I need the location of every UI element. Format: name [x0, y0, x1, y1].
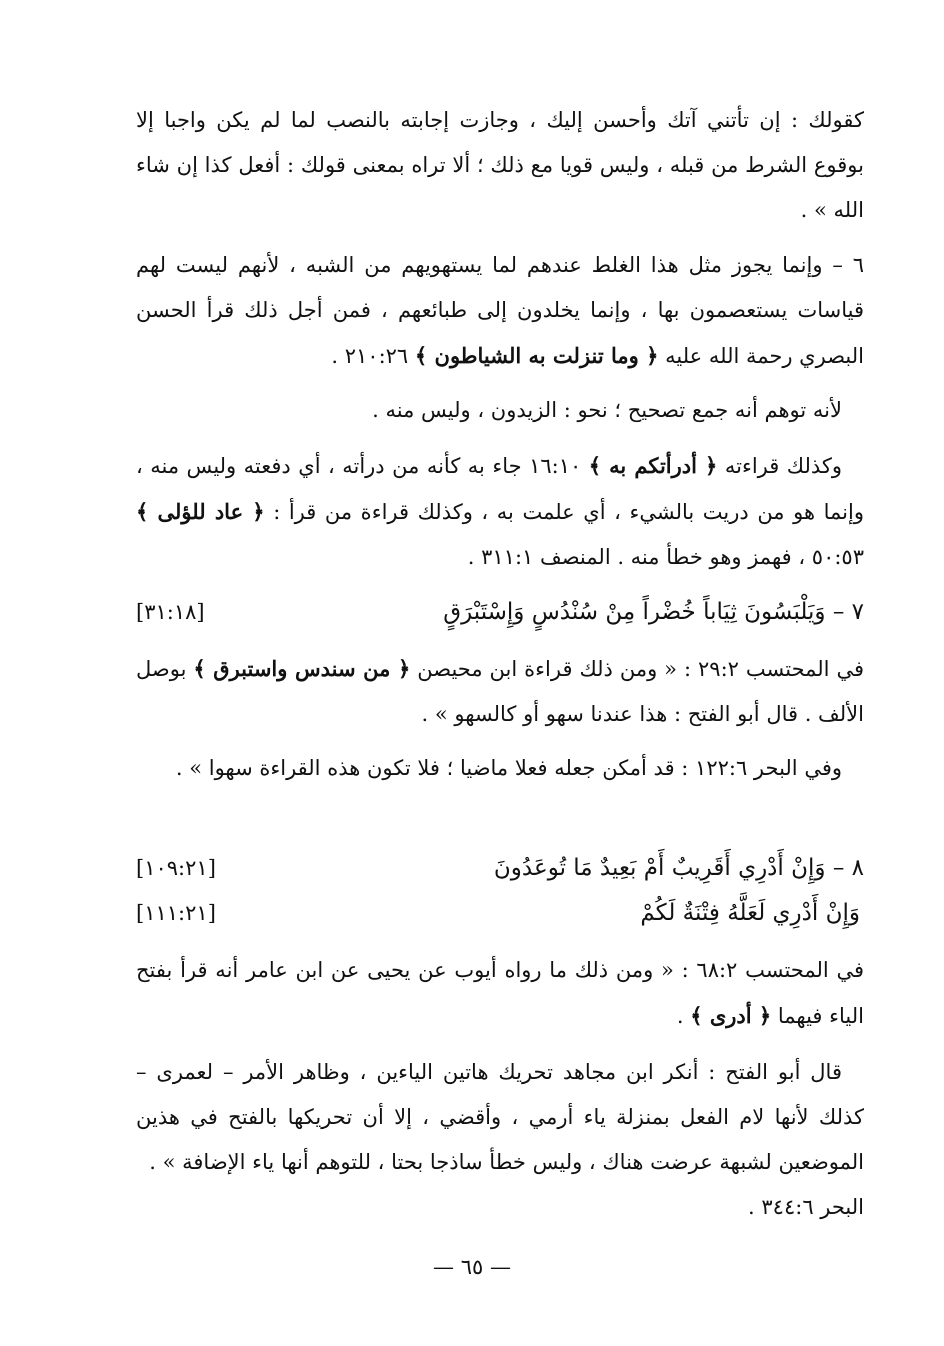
- paragraph-4: [136, 443, 864, 580]
- text-segment: ٥٠:٥٣ ، فهمز وهو خطأ منه . المنصف ٣١١:١ .: [467, 545, 864, 569]
- verse-8-line-1: [136, 848, 864, 888]
- paragraph-3: [136, 388, 864, 433]
- page-number: — ٦٥ —: [433, 1255, 511, 1279]
- quran-quote: ﴿ من سندس واستبرق ﴾: [193, 656, 411, 681]
- text-segment: وكذلك قراءته: [717, 454, 843, 478]
- quran-quote: ﴿ أدرى ﴾: [690, 1003, 772, 1028]
- text-segment: ٢١٠:٢٦ .: [331, 344, 415, 368]
- paragraph-5: [136, 646, 864, 737]
- verse-reference: [١١١:٢١]: [136, 901, 216, 925]
- quran-quote: ﴿ وما تنزلت به الشياطون ﴾: [414, 343, 659, 368]
- paragraph-body: [136, 948, 864, 1039]
- paragraph-body: [136, 443, 864, 580]
- text-segment: في المحتسب ٢٩:٢ : « ومن ذلك قراءة ابن محيصن: [410, 657, 865, 681]
- quran-quote: ﴿ عاد للؤلى ﴾: [136, 499, 265, 524]
- paragraph-6: [136, 746, 864, 791]
- verse-reference: [٣١:١٨]: [136, 600, 205, 624]
- paragraph-body: [136, 243, 864, 379]
- paragraph-body: [136, 646, 864, 737]
- paragraph-7: [136, 948, 864, 1039]
- paragraph-1: [136, 98, 864, 233]
- verse-reference: [١٠٩:٢١]: [136, 856, 216, 880]
- paragraph-text: قال أبو الفتح : أنكر ابن مجاهد تحريك هاتين الياءين ، وظاهر الأمر – لعمرى – كذلك لأنها لام الفعل بمنزلة ياء أرمي ، وأقضي ، إلا أن تحريكها بالفتح في هذين الموضعين لشبهة عرضت هناك ، وليس خطأ ساذجا بحتا ، للتوهم أنها ياء الإضافة » .: [136, 1060, 864, 1174]
- paragraph-2: [136, 243, 864, 379]
- verse-8-line-2: [136, 893, 864, 933]
- verse-text: ٧ – وَيَلْبَسُونَ ثِيَاباً خُضْراً مِنْ سُنْدُسٍ وَإِسْتَبْرَقٍ: [443, 599, 864, 625]
- text-segment: ١٦:١٠ جاء به كأنه من درأته ، أي دفعته وليس منه ، وإنما هو من دريت بالشيء ، أي علمت به ، وكذلك قراءة من قرأ :: [136, 454, 864, 524]
- text-segment: في المحتسب ٦٨:٢ : « ومن ذلك ما رواه أيوب عن يحيى عن ابن عامر أنه قرأ بفتح الياء فيهما: [136, 958, 864, 1028]
- paragraph-text: وفي البحر ١٢٢:٦ : قد أمكن جعله فعلا ماضيا ؛ فلا تكون هذه القراءة سهوا » .: [175, 756, 842, 780]
- quran-quote: ﴿ أدرأتكم به ﴾: [588, 453, 718, 478]
- text-segment: .: [676, 1004, 691, 1028]
- verse-7: [136, 592, 864, 632]
- text-segment: بوصل الألف . قال أبو الفتح : هذا عندنا سهو أو كالسهو » .: [136, 657, 864, 726]
- paragraph-text: كقولك : إن تأتني آتك وأحسن إليك ، وجازت إجابته بالنصب لما لم يكن واجبا إلا بوقوع الشرط من قبله ، وليس قويا مع ذلك ؛ ألا تراه بمعنى قولك : أفعل كذا إن شاء الله » .: [136, 108, 864, 222]
- verse-text: وَإِنْ أَدْرِي لَعَلَّهُ فِتْنَةٌ لَكُمْ: [640, 900, 860, 926]
- source-reference: البحر ٣٤٤:٦ .: [748, 1195, 864, 1219]
- paragraph-8: [136, 1050, 864, 1230]
- paragraph-text: لأنه توهم أنه جمع تصحيح ؛ نحو : الزيدون ، وليس منه .: [372, 398, 842, 422]
- verse-text: ٨ – وَإِنْ أَدْرِي أَقَرِيبٌ أَمْ بَعِيدٌ مَا تُوعَدُونَ: [493, 855, 864, 881]
- text-segment: ٦ – وإنما يجوز مثل هذا الغلط عندهم لما يستهويهم من الشبه ، لأنهم ليست لهم قياسات يستعصمون بها ، وإنما يخلدون إلى طبائعهم ، فمن أجل ذلك قرأ الحسن البصري رحمة الله عليه: [136, 253, 864, 368]
